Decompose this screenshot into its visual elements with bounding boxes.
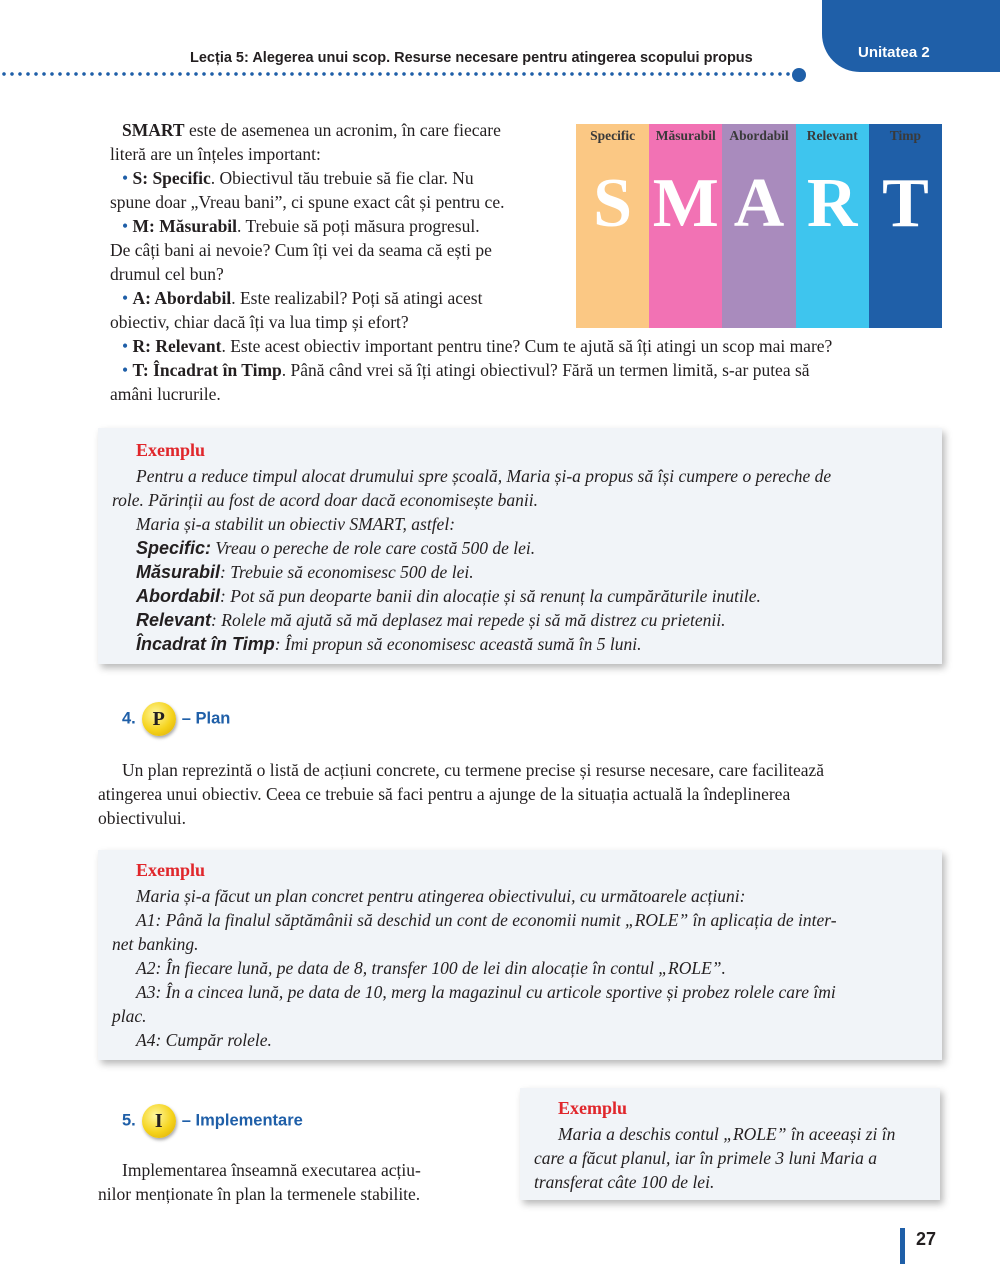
section-plan-heading: 4. P – Plan: [122, 702, 230, 736]
smart-column-label: Măsurabil: [655, 128, 716, 143]
example-box-smart: Exemplu Pentru a reduce timpul alocat drumului spre școală, Maria și-a propus să își cumpere o pereche de role. Părinții au fost de acord doar dacă economisește banii. Maria și-a stabilit un obiectiv SMART, astfel: Specific: Vreau o pereche de role care costă 500 de lei. Măsurabil: Trebuie să economisesc 500 de lei. Abordabil: Pot să pun deoparte banii din alocație și să renunț la cumpărăturile inutile. Relevant: Rolele mă ajută să mă deplasez mai repede și să mă distrez cu prietenii. Încadrat în Timp: Îmi propun să economisesc această sumă în 5 luni.: [98, 428, 942, 664]
smart-intro: SMART este de asemenea un acronim, în care fiecare literă are un înțeles important: • S: Specific. Obiectivul tău trebuie să fie clar. Nu spune doar „Vreau bani”, ci spune exact cât și pentru ce. • M: Măsurabil. Trebuie să poți măsura progresul. De câți bani ai nevoie? Cum îți vei da seama că ești pe drumul cel bun? • A: Abordabil. Este realizabil? Poți să atingi acest obiectiv, chiar dacă îți va lua timp și efort?: [110, 120, 505, 332]
page-number: 27: [916, 1229, 937, 1249]
unit-label: Unitatea 2: [858, 44, 930, 61]
example-box-plan: Exemplu Maria și-a făcut un plan concret pentru atingerea obiectivului, cu următoarele acțiuni: A1: Până la finalul săptămânii să deschid un cont de economii numit „ROLE” în aplicația de inter- net banking. A2: În fiecare lună, pe data de 8, transfer 100 de lei din alocație în contul „ROLE”. A3: În a cincea lună, pe data de 10, merg la magazinul cu articole sportive și probez rolele care îmi plac. A4: Cumpăr rolele.: [98, 850, 942, 1060]
smart-column-label: Relevant: [806, 128, 858, 143]
criterion-s-key: S: Specific: [132, 168, 211, 188]
example-title: Exemplu: [136, 440, 206, 460]
criterion-m-key: M: Măsurabil: [132, 216, 238, 236]
smart-criteria-wide: • R: Relevant. Este acest obiectiv important pentru tine? Cum te ajută să îți atingi un scop mai mare? • T: Încadrat în Timp. Până când vrei să îți atingi obiectivul? Fără un termen limită, s-ar putea să amâni lucrurile.: [110, 336, 833, 404]
lesson-title: Lecția 5: Alegerea unui scop. Resurse necesare pentru atingerea scopului propus: [190, 50, 753, 66]
smart-column-label: Timp: [889, 128, 922, 143]
dotted-divider: [0, 72, 800, 76]
smart-column-label: Abordabil: [729, 128, 789, 143]
smart-column-label: Specific: [590, 128, 636, 143]
criterion-a-key: A: Abordabil: [132, 288, 232, 308]
example-title: Exemplu: [558, 1098, 628, 1118]
p-ball-icon: P: [142, 702, 176, 736]
smart-column-letter: T: [882, 165, 929, 242]
section-implementation-text: Implementarea înseamnă executarea acțiu- nilor menționate în plan la termenele stabilite.: [98, 1160, 421, 1204]
criterion-r-key: R: Relevant: [132, 336, 222, 356]
smart-column-a: [722, 124, 795, 328]
smart-column-s: [576, 124, 649, 328]
page-number-bar: [900, 1228, 905, 1264]
divider-dot: [792, 68, 806, 82]
criterion-t-key: T: Încadrat în Timp: [132, 360, 282, 380]
smart-column-letter: S: [593, 165, 633, 242]
example-box-implementation: Exemplu Maria a deschis contul „ROLE” în aceeași zi în care a făcut planul, iar în primele 3 luni Maria a transferat câte 100 de lei.: [520, 1088, 940, 1200]
smart-graphic: [576, 124, 942, 328]
smart-column-letter: R: [806, 165, 858, 242]
example-title: Exemplu: [136, 860, 206, 880]
section-implementation-heading: 5. I – Implementare: [122, 1104, 303, 1138]
smart-column-t: [869, 124, 942, 328]
smart-column-letter: M: [652, 165, 719, 242]
unit-tab: [822, 0, 1000, 72]
smart-column-r: [796, 124, 869, 328]
smart-word: SMART: [122, 120, 185, 140]
i-ball-icon: I: [142, 1104, 176, 1138]
smart-column-m: [649, 124, 722, 328]
smart-column-letter: A: [733, 165, 785, 242]
section-plan-text: Un plan reprezintă o listă de acțiuni concrete, cu termene precise și resurse necesare, care facilitează atingerea unui obiectiv. Ceea ce trebuie să faci pentru a ajunge de la situația actuală la îndeplinerea obiectivului.: [98, 760, 825, 828]
